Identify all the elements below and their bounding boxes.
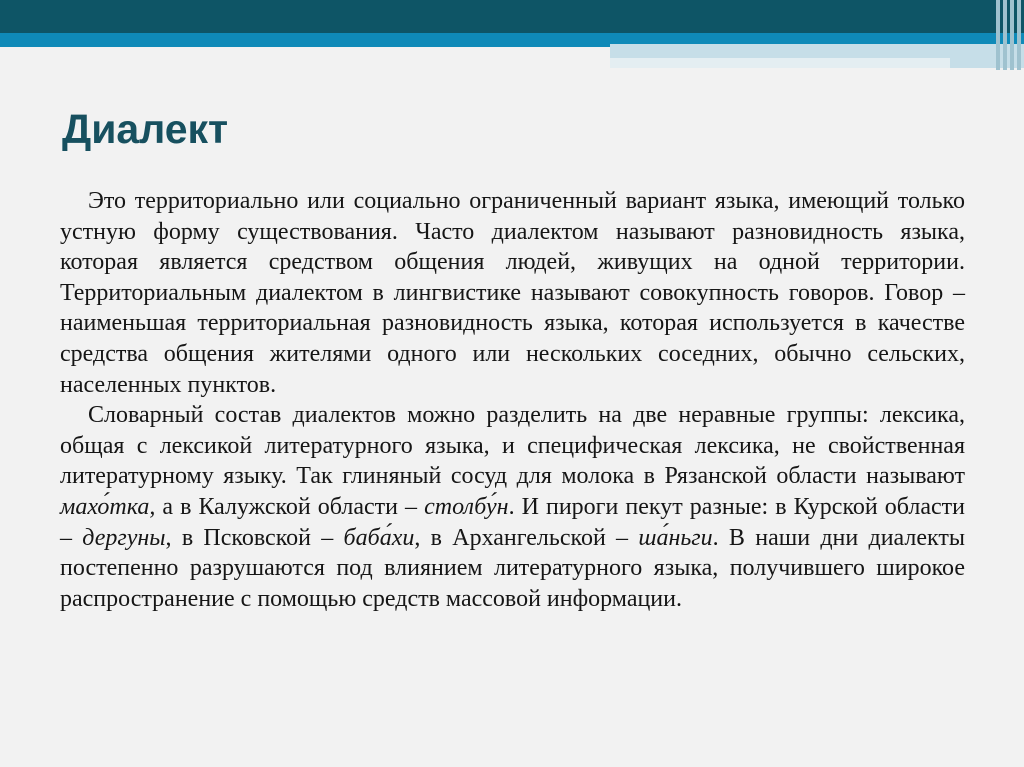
dialect-word: ша́ньги — [638, 524, 713, 551]
paragraph-definition: Это территориально или социально ограниченный вариант языка, имеющий только устную форму существования. Часто диалектом называют разновидность языка, которая является средством общения людей, живущих на одной территории. Территориальным диалектом в лингвистике называют совокупность говоров. Говор – наименьшая территориальная разновидность языка, которая используется в качестве средства общения жителями одного или нескольких соседних, обычно сельских, населенных пунктов. — [60, 188, 965, 398]
paragraph-vocabulary: Словарный состав диалектов можно разделить на две неравные группы: лексика, общая с лексикой литературного языка, и специфическая лексика, не свойственная литературному языку. Так глиняный сосуд для молока в Рязанской области называют махо́тка, а в Калужской области – столбу́н. И пироги пекут разные: в Курской области – дергуны, в Псковской – баба́хи, в Архангельской – ша́ньги. В наши дни диалекты постепенно разрушаются под влиянием литературного языка, получившего широкое распространение с помощью средств массовой информации. — [60, 402, 965, 612]
header-vertical-stripe — [1003, 0, 1007, 70]
dialect-word: столбу́н — [424, 493, 509, 520]
header-vertical-stripe — [996, 0, 1000, 70]
dialect-word: дергуны — [82, 524, 166, 551]
header-vertical-stripe — [1010, 0, 1014, 70]
slide-body — [60, 186, 965, 614]
header-accent-strip-inner — [610, 58, 950, 68]
slide-title: Диалект — [62, 106, 229, 152]
header-band-dark — [0, 0, 1024, 36]
dialect-word: баба́хи — [343, 524, 415, 551]
header-vertical-stripe — [1017, 0, 1021, 70]
dialect-word: махо́тка, — [60, 493, 156, 520]
